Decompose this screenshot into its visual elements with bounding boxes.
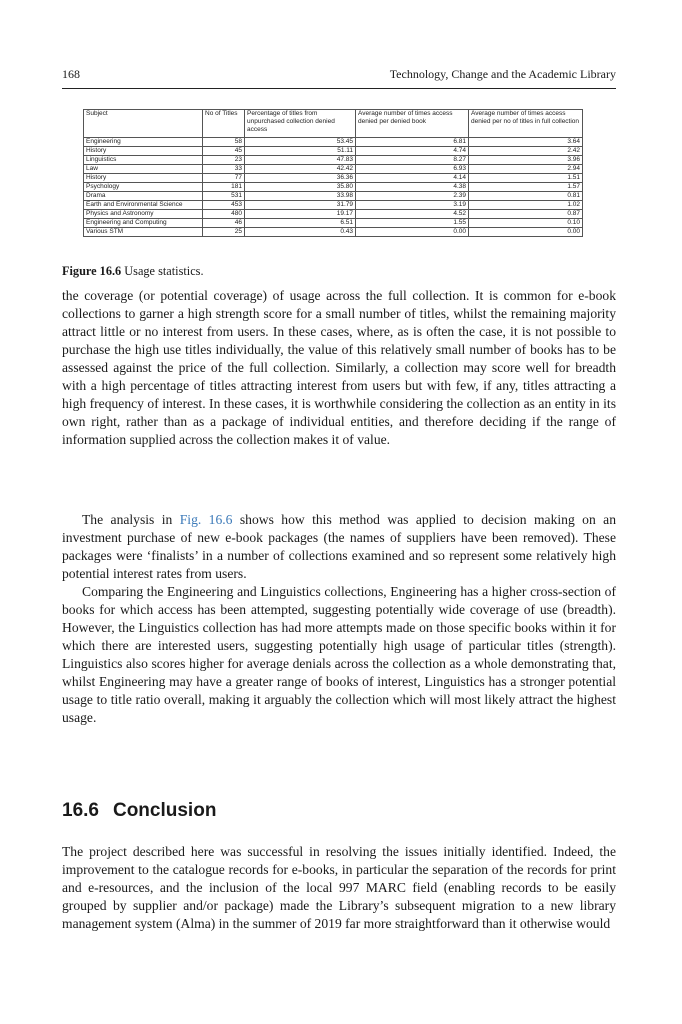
paragraph-text: The project described here was successful in resolving the issues initially identified. Indeed, the improvement to the catalogue records for e-books, in particular the separation of the records for print and e-resources, and the inclusion of the local 997 MARC field (enabling records to be easily grouped by supplier and/or package) made the Library’s subsequent migration to a new library management system (Alma) in the summer of 2019 far more straightforward than it otherwise would	[62, 844, 616, 931]
column-header: No of Titles	[203, 110, 245, 138]
table-cell: 33	[203, 165, 245, 174]
header-rule	[62, 88, 616, 89]
table-cell: 47.83	[245, 156, 356, 165]
table-cell: 31.79	[245, 201, 356, 210]
table-row	[84, 219, 583, 228]
paragraph-text: the coverage (or potential coverage) of usage across the full collection. It is common for e-book collections to garner a high strength score for a small number of titles, whilst the remaining majority attract little or no interest from users. In these cases, where, as is often the case, it is not possible to purchase the high use titles individually, the value of this relatively small number of books has to be assessed against the price of the full collection. Similarly, a collection may score well for breadth with a high percentage of titles attracting interest from users but with few, if any, titles attracting a high frequency of interest. In these cases, it is worthwhile considering the collection as an entity in its own right, rather than as a package of individual entities, and therefore deciding if the range of information supplied across the collection makes it of value.	[62, 288, 616, 447]
table-row	[84, 201, 583, 210]
table-cell: 51.11	[245, 147, 356, 156]
paragraph	[62, 843, 616, 933]
table-cell: 23	[203, 156, 245, 165]
table-cell: 42.42	[245, 165, 356, 174]
table-cell: 6.93	[356, 165, 469, 174]
table-cell: History	[84, 174, 203, 183]
table-cell: 0.81	[469, 192, 583, 201]
table-cell: Various STM	[84, 228, 203, 237]
table-cell: 53.45	[245, 138, 356, 147]
table-cell: 1.51	[469, 174, 583, 183]
table-cell: 19.17	[245, 210, 356, 219]
table-row	[84, 228, 583, 237]
table-row	[84, 165, 583, 174]
table-cell: 6.81	[356, 138, 469, 147]
figure-caption	[62, 264, 204, 279]
table-cell: 4.38	[356, 183, 469, 192]
figure-reference-link[interactable]: Fig. 16.6	[179, 512, 233, 527]
table-cell: 0.43	[245, 228, 356, 237]
table-cell: 4.52	[356, 210, 469, 219]
section-number: 16.6	[62, 800, 99, 821]
table-cell: 1.57	[469, 183, 583, 192]
table-cell: Engineering and Computing	[84, 219, 203, 228]
paragraph-text	[62, 511, 616, 583]
table-row	[84, 174, 583, 183]
table-cell: 3.96	[469, 156, 583, 165]
table-cell: 46	[203, 219, 245, 228]
column-header: Subject	[84, 110, 203, 138]
table-cell: 2.39	[356, 192, 469, 201]
page-number: 168	[62, 67, 80, 81]
table-body	[84, 138, 583, 237]
table-cell: 35.80	[245, 183, 356, 192]
section-heading	[62, 800, 216, 822]
table-cell: 531	[203, 192, 245, 201]
table-row	[84, 138, 583, 147]
table-cell: 0.10	[469, 219, 583, 228]
table-cell: 1.02	[469, 201, 583, 210]
table-row	[84, 192, 583, 201]
table-cell: 36.36	[245, 174, 356, 183]
figure-caption-text: Usage statistics.	[124, 264, 204, 278]
table-cell: 6.51	[245, 219, 356, 228]
paragraph-text: Comparing the Engineering and Linguistics collections, Engineering has a higher cross-section of books for which access has been attempted, suggesting potentially wide coverage of use (breadth). However, the Linguistics collection has had more attempts made on those specific books within it for which there are interested users, suggesting potentially high usage of particular titles (strength). Linguistics also scores higher for average denials across the collection as a whole demonstrating that, whilst Engineering may have a greater range of books of interest, Linguistics has a stronger potential usage to title ratio overall, making it arguably the collection which will most likely attract the highest usage.	[62, 584, 616, 725]
table-cell: Psychology	[84, 183, 203, 192]
table-row	[84, 210, 583, 219]
column-header: Average number of times access denied per denied book	[356, 110, 469, 138]
table-cell: 25	[203, 228, 245, 237]
table-cell: 2.94	[469, 165, 583, 174]
table-row	[84, 156, 583, 165]
paragraph	[62, 287, 616, 449]
table-row	[84, 183, 583, 192]
table-row	[84, 147, 583, 156]
table-cell: 4.14	[356, 174, 469, 183]
paragraph	[62, 583, 616, 727]
figure-label: Figure 16.6	[62, 264, 122, 278]
table-cell: 58	[203, 138, 245, 147]
table-cell: 480	[203, 210, 245, 219]
table-cell: Law	[84, 165, 203, 174]
paragraph-text-part: The analysis in	[82, 512, 180, 527]
section-title: Conclusion	[112, 800, 217, 821]
paragraph	[62, 511, 616, 583]
table-cell: 181	[203, 183, 245, 192]
table-cell: Linguistics	[84, 156, 203, 165]
table-cell: Drama	[84, 192, 203, 201]
table-cell: 2.42	[469, 147, 583, 156]
table-cell: 33.98	[245, 192, 356, 201]
table-cell: 4.74	[356, 147, 469, 156]
running-title: Technology, Change and the Academic Library	[389, 67, 616, 81]
column-header: Percentage of titles from unpurchased collection denied access	[245, 110, 356, 138]
table-cell: 453	[203, 201, 245, 210]
table-cell: Physics and Astronomy	[84, 210, 203, 219]
column-header: Average number of times access denied per no of titles in full collection	[469, 110, 583, 138]
table-cell: Earth and Environmental Science	[84, 201, 203, 210]
table-header-row	[84, 110, 583, 138]
table-cell: 77	[203, 174, 245, 183]
table-cell: Engineering	[84, 138, 203, 147]
table-cell: 45	[203, 147, 245, 156]
table-cell: 0.87	[469, 210, 583, 219]
table-cell: 8.27	[356, 156, 469, 165]
table-cell: History	[84, 147, 203, 156]
table-cell: 0.00	[356, 228, 469, 237]
paragraph-text-part: shows how this method was applied to decision making on an investment purchase of new e-book packages (the names of suppliers have been removed). These packages were ‘finalists’ in a number of collections examined and so represent some relatively high potential interest rates from users.	[62, 512, 616, 581]
table-cell: 3.64	[469, 138, 583, 147]
table-cell: 3.19	[356, 201, 469, 210]
table-cell: 0.00	[469, 228, 583, 237]
table-cell: 1.55	[356, 219, 469, 228]
usage-statistics-table	[83, 109, 583, 237]
